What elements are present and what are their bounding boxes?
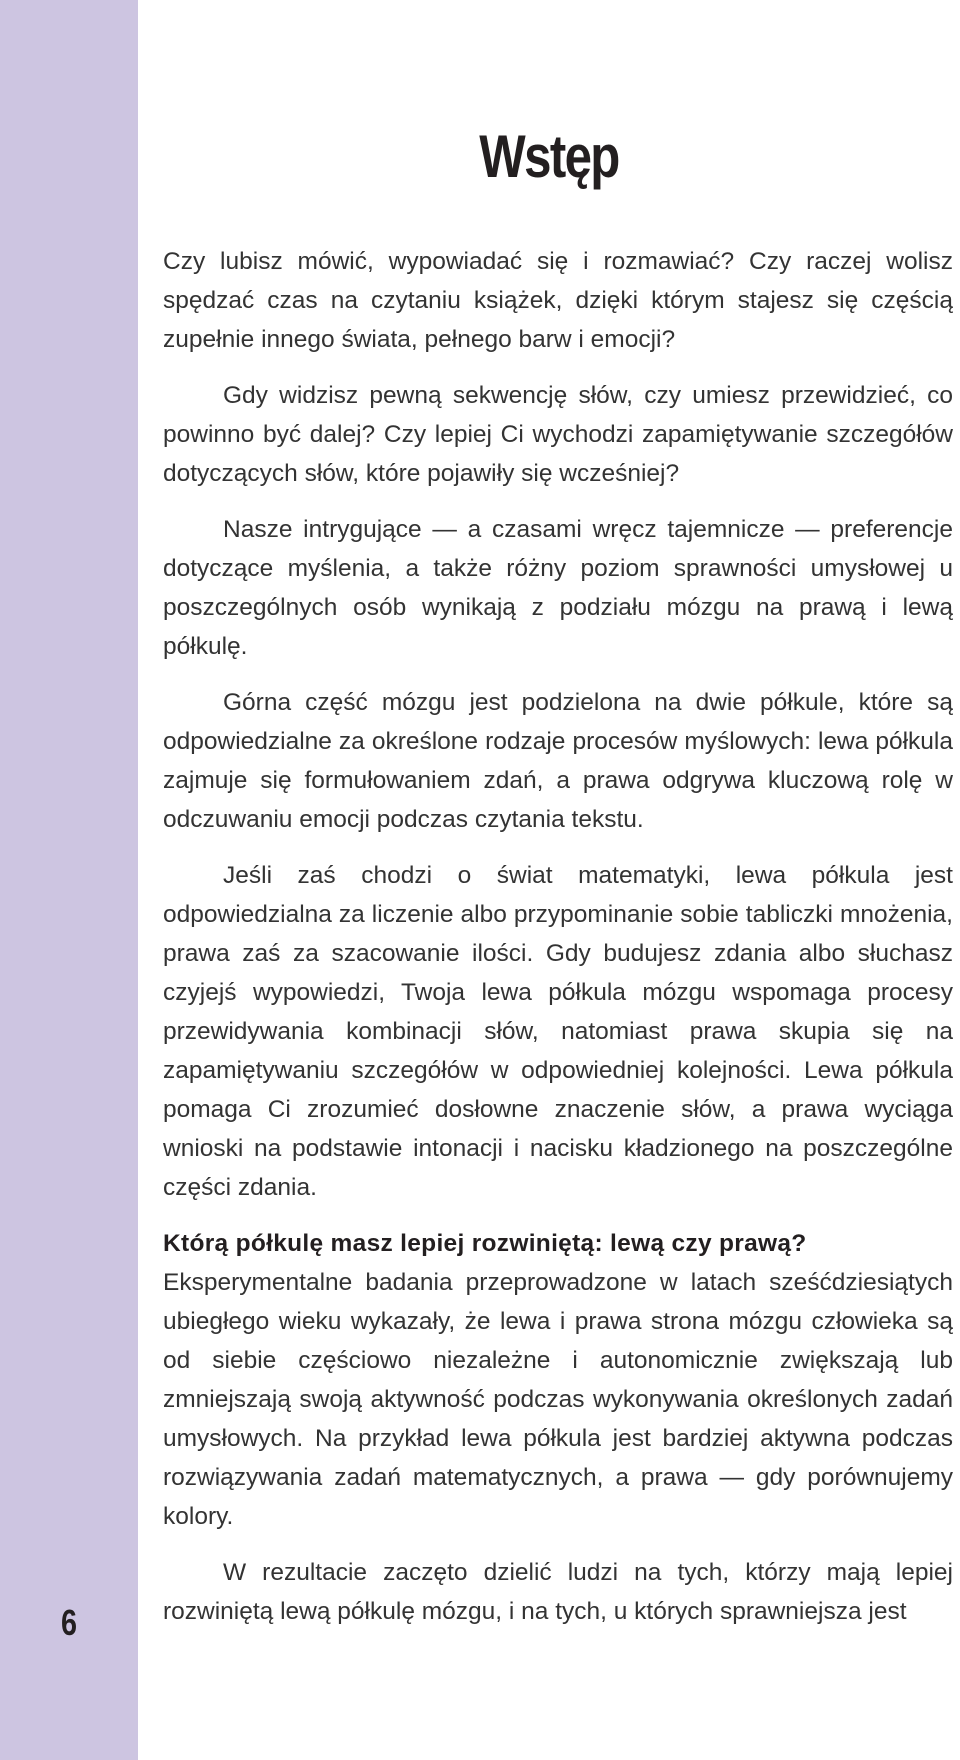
section-paragraph — [163, 1224, 953, 1536]
side-color-band — [0, 0, 138, 1760]
paragraph: Czy lubisz mówić, wypowiadać się i rozmawiać? Czy raczej wolisz spędzać czas na czytaniu książek, dzięki którym stajesz się częścią zupełnie innego świata, pełnego barw i emocji? — [163, 248, 953, 353]
section-text: Eksperymentalne badania przeprowadzone w latach sześćdziesiątych ubiegłego wieku wykazały, że lewa i prawa strona mózgu człowieka są od siebie częściowo niezależne i autonomicznie zwiększają lub zmniejszają swoją aktywność podczas wykonywania określonych zadań umysłowych. Na przykład lewa półkula jest bardziej aktywna podczas rozwiązywania zadań matematycznych, a prawa — gdy porównujemy kolory. — [163, 1269, 953, 1530]
body-text — [163, 242, 953, 1648]
paragraph: W rezultacie zaczęto dzielić ludzi na tych, którzy mają lepiej rozwiniętą lewą półkulę mózgu, i na tych, u których sprawniejsza jest — [163, 1559, 953, 1625]
page-number: 6 — [60, 1602, 78, 1643]
paragraph: Jeśli zaś chodzi o świat matematyki, lewa półkula jest odpowiedzialna za liczenie albo przypominanie sobie tabliczki mnożenia, prawa zaś za szacowanie ilości. Gdy budujesz zdania albo słuchasz czyjejś wypowiedzi, Twoja lewa półkula mózgu wspomaga procesy przewidywania kombinacji słów, natomiast prawa skupia się na zapamiętywaniu szczegółów w odpowiedniej kolejności. Lewa półkula pomaga Ci zrozumieć dosłowne znaczenie słów, a prawa wyciąga wnioski na podstawie intonacji i nacisku kładzionego na poszczególne części zdania. — [163, 862, 953, 1201]
paragraph: Górna część mózgu jest podzielona na dwie półkule, które są odpowiedzialne za określone rodzaje procesów myślowych: lewa półkula zajmuje się formułowaniem zdań, a prawa odgrywa kluczową rolę w odczuwaniu emocji podczas czytania tekstu. — [163, 689, 953, 833]
paragraph: Nasze intrygujące — a czasami wręcz tajemnicze — preferencje dotyczące myślenia, a także różny poziom sprawności umysłowej u poszczególnych osób wynikają z podziału mózgu na prawą i lewą półkulę. — [163, 516, 953, 660]
section-heading: Którą półkulę masz lepiej rozwiniętą: lewą czy prawą? — [163, 1230, 807, 1257]
paragraph: Gdy widzisz pewną sekwencję słów, czy umiesz przewidzieć, co powinno być dalej? Czy lepiej Ci wychodzi zapamiętywanie szczegółów dotyczących słów, które pojawiły się wcześniej? — [163, 382, 953, 487]
page-title: Wstęp — [479, 123, 619, 190]
